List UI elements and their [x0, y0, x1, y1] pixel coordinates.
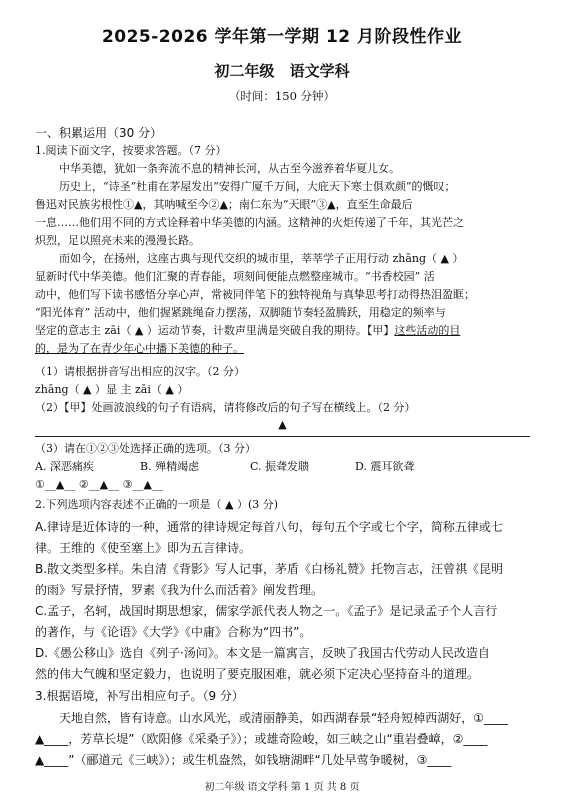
q2-option-text: 的著作，与《论语》《大学》《中庸》合称为“四书”。	[35, 625, 312, 639]
subquestion-3-answer-line: ①__▲__ ②__▲__ ③__▲__	[35, 478, 163, 491]
answer-blank-line[interactable]	[35, 418, 530, 437]
passage-line: 炽烈，足以照亮未来的漫漫长路。	[35, 234, 200, 247]
q2-option-text: 律。王维的《使至塞上》即为五言律诗。	[35, 541, 252, 555]
passage-line-text: 坚定的意志主 zāi（ ▲ ）运动节奏，计数声里满是突破自我的期待。【甲】	[35, 324, 395, 337]
subquestion-2: （2）【甲】处画波浪线的句子有语病，请将修改后的句子写在横线上。（2 分）	[35, 401, 416, 414]
q3-text: ▲____，芳草长堤”（欧阳修《采桑子》）；或雄奇险峻，如三峡之山“重岩叠嶂，②____	[35, 732, 488, 746]
passage-line: 历史上，“诗圣”杜甫在茅屋发出“安得广厦千万间，大庇天下寒士俱欢颜”的慨叹；	[59, 180, 456, 193]
exam-title: 2025-2026 学年第一学期 12 月阶段性作业	[101, 27, 463, 47]
passage-line: 而如今，在扬州，这座古典与现代交织的城市里，莘莘学子正用行动 zhāng（ ▲ ）	[59, 252, 464, 265]
wavy-sentence-start: 这些活动的目	[394, 324, 461, 337]
option-d: D. 震耳欲聋	[355, 460, 415, 473]
q2-option-text: 然的伟大气魄和坚定毅力，也说明了要克服困难，就必须下定决心坚持奋斗的道理。	[35, 667, 480, 681]
wavy-sentence: 的，是为了在青少年心中播下美德的种子。	[35, 342, 244, 355]
q3-text: 天地自然，皆有诗意。山水风光，或清丽静美，如西湖春景“轻舟短棹西湖好，①____	[59, 711, 508, 725]
section-heading: 一、积累运用（30 分）	[35, 126, 163, 140]
subquestion-1: （1）请根据拼音写出相应的汉字。（2 分）	[35, 365, 245, 378]
q2-option-text: D.《愚公移山》选自《列子·汤问》。本文是一篇寓言，反映了我国古代劳动人民改造自	[35, 646, 490, 660]
q2-option-text: B.散文类型多样。朱自清《背影》写人记事，茅盾《白杨礼赞》托物言志，汪曾祺《昆明	[35, 562, 504, 576]
question-1-prompt: 1.阅读下面文字，按要求答题。（7 分）	[35, 144, 227, 157]
subquestion-3-options	[35, 458, 530, 476]
q2-option-text: A.律诗是近体诗的一种，通常的律诗规定每首八句，每句五个字或七个字，简称五律或七	[35, 520, 503, 534]
passage-line: 显新时代中华美德。他们汇聚的青春能，项刻间便能点燃整座城市。“书香校园” 活	[35, 270, 435, 283]
option-b: B. 殚精竭虑	[140, 460, 200, 473]
passage-line: 动中，他们写下读书感悟分享心声，常被同伴笔下的独特视角与真挚思考打动得热泪盈眶；	[35, 288, 475, 301]
option-a: A. 深恶痛疾	[35, 460, 94, 473]
exam-time: （时间：150 分钟）	[228, 89, 336, 103]
passage-line: 一息……他们用不同的方式诠释着中华美德的内涵。这精神的火炬传递了千年，其光芒之	[35, 216, 464, 229]
passage-line	[35, 322, 530, 340]
passage-line: 鲁迅对民族劣根性①▲，其呐喊至今②▲；南仁东为“天眼”③▲，直至生命最后	[35, 198, 413, 211]
option-c: C. 振聋发聩	[250, 460, 310, 473]
page-footer: 初二年级 语文学科 第 1 页 共 8 页	[204, 782, 360, 793]
q3-text: ▲____”（郦道元《三峡》）；或生机盎然，如钱塘湖畔“几处早莺争暖树，③____	[35, 753, 452, 767]
q2-option-text: 的雨》写景抒情，罗素《我为什么而活着》阐发哲理。	[35, 583, 324, 597]
question-2: 2.下列选项内容表述不正确的一项是（ ▲ ）(3 分)	[35, 498, 279, 511]
q2-option-text: C.孟子，名轲，战国时期思想家，儒家学派代表人物之一。《孟子》是记录孟子个人言行	[35, 604, 498, 618]
passage-line: 中华美德，犹如一条奔流不息的精神长河，从古至今滋养着华夏儿女。	[59, 162, 400, 175]
question-3: 3.根据语境，补写出相应句子。（9 分）	[35, 689, 244, 703]
subquestion-1-answer-line: zhāng（ ▲ ）显 主 zāi（ ▲ ）	[35, 383, 189, 396]
subquestion-3: （3）请在①②③处选择正确的选项。（3 分）	[35, 442, 256, 455]
exam-subtitle: 初二年级 语文学科	[214, 62, 350, 80]
passage-line: “阳光体育” 活动中，他们握紧跳绳奋力摆荡，双脚随节奏轻盈腾跃，用稳定的频率与	[35, 306, 446, 319]
blank-marker: ▲	[278, 418, 287, 431]
